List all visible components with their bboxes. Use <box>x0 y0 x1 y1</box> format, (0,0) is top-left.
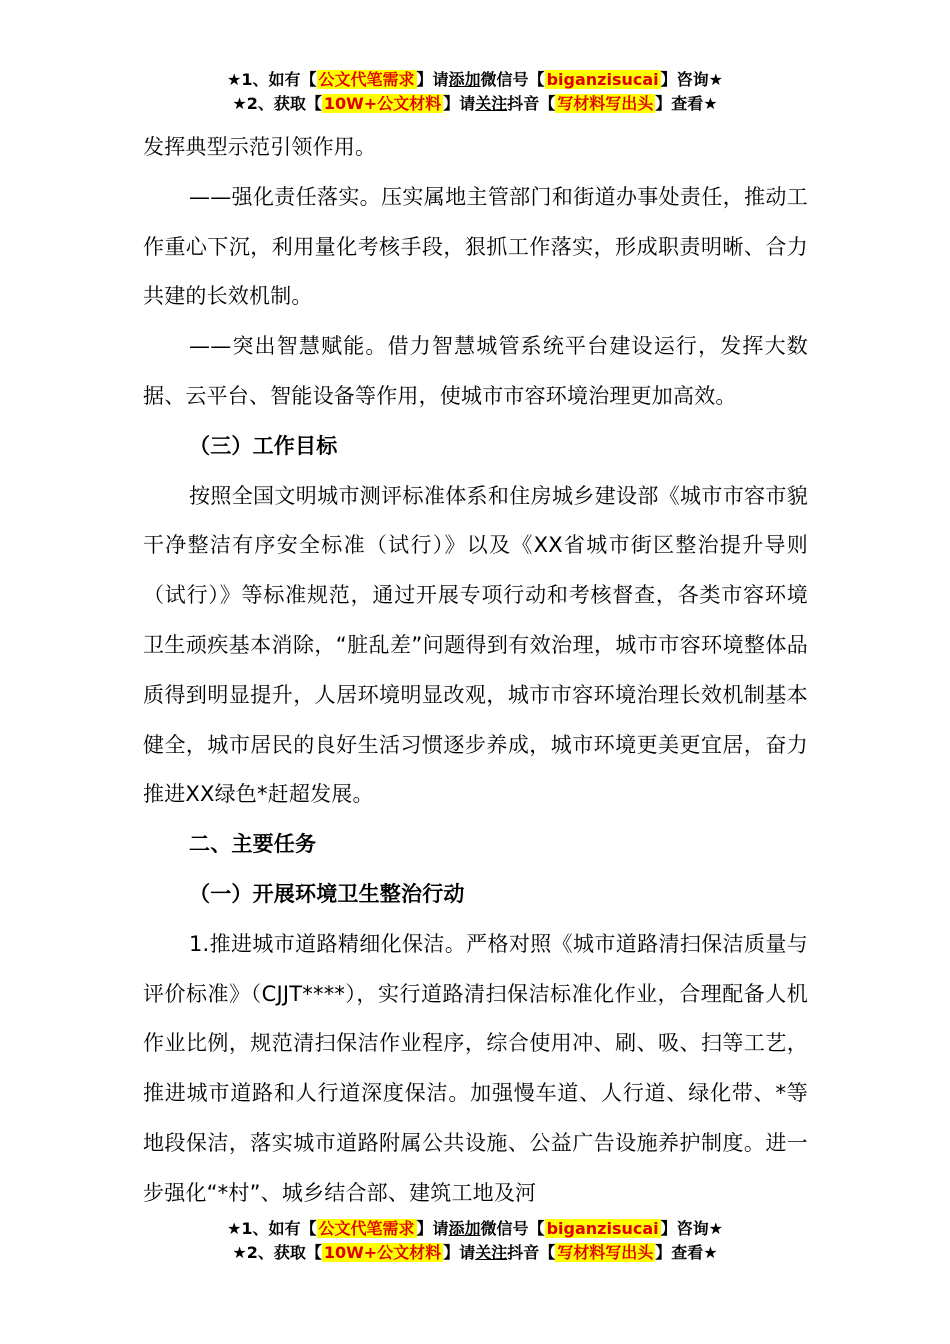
banner-text: 】咨询★ <box>660 70 723 89</box>
banner-highlight: biganzisucai <box>546 70 659 89</box>
banner-text: ★2、获取【 <box>232 1243 322 1262</box>
paragraph: 发挥典型示范引领作用。 <box>143 135 377 159</box>
banner-highlight: 10W+公文材料 <box>323 1243 442 1262</box>
section-heading: （三）工作目标 <box>189 433 338 458</box>
banner-text: 】咨询★ <box>660 1219 723 1238</box>
paragraph: ——突出智慧赋能。借力智慧城管系统平台建设运行，发挥大数据、云平台、智能设备等作用，使城市市容环境治理更加高效。 <box>143 334 808 408</box>
banner-text: 】请 <box>416 1219 449 1238</box>
paragraph: 1.推进城市道路精细化保洁。严格对照《城市道路清扫保洁质量与评价标准》（CJJT****），实行道路清扫保洁标准化作业，合理配备人机作业比例，规范清扫保洁作业程序，综合使用冲、刷、吸、扫等工艺，推进城市道路和人行道深度保洁。加强慢车道、人行道、绿化带、*等地段保洁，落实城市道路附属公共设施、公益广告设施养护制度。进一步强化“*村”、城乡结合部、建筑工地及河 <box>143 931 808 1205</box>
banner-text: 抖音【 <box>507 1243 556 1262</box>
banner-highlight: 公文代笔需求 <box>318 70 415 89</box>
top-banner <box>0 68 950 116</box>
banner-line-1 <box>0 68 950 92</box>
document-body <box>143 123 808 1219</box>
banner-highlight: 写材料写出头 <box>557 1243 654 1262</box>
banner-text: 微信号【 <box>480 70 545 89</box>
banner-underlined: 关注 <box>475 94 508 113</box>
banner-line-2 <box>0 92 950 116</box>
paragraph: 按照全国文明城市测评标准体系和住房城乡建设部《城市市容市貌干净整洁有序安全标准（试行）》以及《XX省城市街区整治提升导则（试行）》等标准规范，通过开展专项行动和考核督查，各类市容环境卫生顽疾基本消除，“脏乱差”问题得到有效治理，城市市容环境整体品质得到明显提升，人居环境明显改观，城市市容环境治理长效机制基本健全，城市居民的良好生活习惯逐步养成，城市环境更美更宜居，奋力推进XX绿色*赶超发展。 <box>143 483 808 807</box>
banner-text: ★1、如有【 <box>227 1219 317 1238</box>
banner-highlight: biganzisucai <box>546 1219 659 1238</box>
banner-text: 】请 <box>443 1243 476 1262</box>
banner-text: 】请 <box>443 94 476 113</box>
banner-text: ★2、获取【 <box>232 94 322 113</box>
banner-highlight: 10W+公文材料 <box>323 94 442 113</box>
banner-text: 微信号【 <box>480 1219 545 1238</box>
paragraph: ——强化责任落实。压实属地主管部门和街道办事处责任，推动工作重心下沉，利用量化考核手段，狠抓工作落实，形成职责明晰、合力共建的长效机制。 <box>143 184 808 309</box>
banner-underlined: 添加 <box>448 1219 481 1238</box>
bottom-banner <box>0 1217 950 1265</box>
banner-line-2 <box>0 1241 950 1265</box>
banner-highlight: 公文代笔需求 <box>318 1219 415 1238</box>
banner-text: 抖音【 <box>507 94 556 113</box>
subsection-heading: （一）开展环境卫生整治行动 <box>189 881 465 906</box>
banner-underlined: 关注 <box>475 1243 508 1262</box>
banner-text: 】查看★ <box>655 1243 718 1262</box>
banner-underlined: 添加 <box>448 70 481 89</box>
banner-text: 】请 <box>416 70 449 89</box>
banner-text: 】查看★ <box>655 94 718 113</box>
section-heading: 二、主要任务 <box>189 832 317 857</box>
banner-highlight: 写材料写出头 <box>557 94 654 113</box>
banner-line-1 <box>0 1217 950 1241</box>
banner-text: ★1、如有【 <box>227 70 317 89</box>
